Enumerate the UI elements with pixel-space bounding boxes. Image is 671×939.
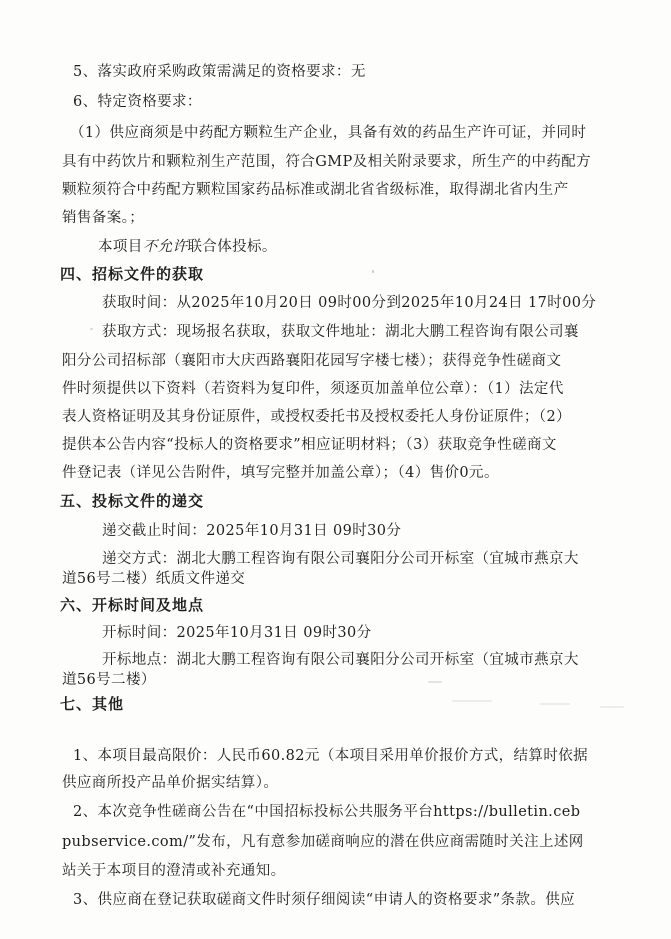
text-line: 3、供应商在登记获取磋商文件时须仔细阅读“申请人的资格要求”条款。供应 (73, 892, 576, 908)
text-line: 开标地点：湖北大鹏工程咨询有限公司襄阳分公司开标室（宜城市燕京大 (102, 652, 579, 668)
scan-speck (452, 700, 492, 702)
text-line: 件时须提供以下资料（若资料为复印件，须逐页加盖单位公章）：（1）法定代 (62, 381, 564, 397)
scan-speck (600, 706, 624, 708)
section-heading: 五、投标文件的递交 (60, 492, 205, 510)
text-line: 递交方式：湖北大鹏工程咨询有限公司襄阳分公司开标室（宜城市燕京大 (102, 551, 579, 567)
text-line: pubservice.com/”发布，凡有意参加磋商响应的潜在供应商需随时关注上述网 (62, 834, 584, 850)
scan-speck (428, 681, 442, 683)
text-line: （1）供应商须是中药配方颗粒生产企业，具备有效的药品生产许可证，并同时 (70, 125, 587, 141)
text-line: 1、本项目最高限价：人民币60.82元（本项目采用单价报价方式，结算时依据 (73, 748, 589, 764)
text-line: 5、落实政府采购政策需满足的资格要求：无 (73, 64, 366, 80)
text-line: 道56号二楼）纸质文件递交 (62, 571, 246, 587)
section-heading: 七、其他 (60, 695, 125, 713)
section-heading: 六、开标时间及地点 (60, 596, 205, 614)
scan-speck (540, 703, 570, 705)
text-line: 开标时间：2025年10月31日 09时30分 (102, 625, 372, 641)
text-line: 表人资格证明及其身份证原件，或授权委托书及授权委托人身份证原件；（2） (62, 409, 571, 425)
section-heading: 四、招标文件的获取 (60, 265, 205, 283)
text-line: 阳分公司招标部（襄阳市大庆西路襄阳花园写字楼七楼）；获得竞争性磋商文 (62, 353, 562, 369)
scan-speck (90, 328, 93, 330)
scan-speck (372, 270, 374, 273)
text-line: 道56号二楼） (62, 672, 156, 688)
text-line: 供应商所投产品单价据实结算）。 (62, 775, 279, 791)
text-line: 具有中药饮片和颗粒剂生产范围，符合GMP及相关附录要求，所生产的中药配方 (62, 154, 592, 170)
text-line: 获取时间：从2025年10月20日 09时00分到2025年10月24日 17时00分 (102, 295, 597, 311)
text-line: 颗粒须符合中药配方颗粒国家药品标准或湖北省省级标准，取得湖北省内生产 (62, 182, 569, 198)
not-allowed-emphasis: 不允许 (142, 239, 188, 255)
text-line: 提供本公告内容“投标人的资格要求”相应证明材料；（3）获取竞争性磋商文 (62, 437, 557, 453)
joint-bid-sentence (98, 237, 277, 257)
text-line: 2、本次竞争性磋商公告在“中国招标投标公共服务平台https://bulletin.ceb (73, 804, 581, 820)
text-segment: 联合体投标。 (187, 239, 277, 255)
text-line: 6、特定资格要求： (73, 94, 202, 110)
text-line: 销售备案。； (62, 210, 145, 226)
text-line: 递交截止时间：2025年10月31日 09时30分 (102, 523, 402, 539)
text-line: 获取方式：现场报名获取，获取文件地址：湖北大鹏工程咨询有限公司襄 (102, 324, 579, 340)
text-line: 件登记表（详见公告附件，填写完整并加盖公章）；（4）售价0元。 (62, 465, 499, 481)
text-line: 站关于本项目的澄清或补充通知。 (62, 863, 286, 879)
text-segment: 本项目 (98, 239, 143, 255)
